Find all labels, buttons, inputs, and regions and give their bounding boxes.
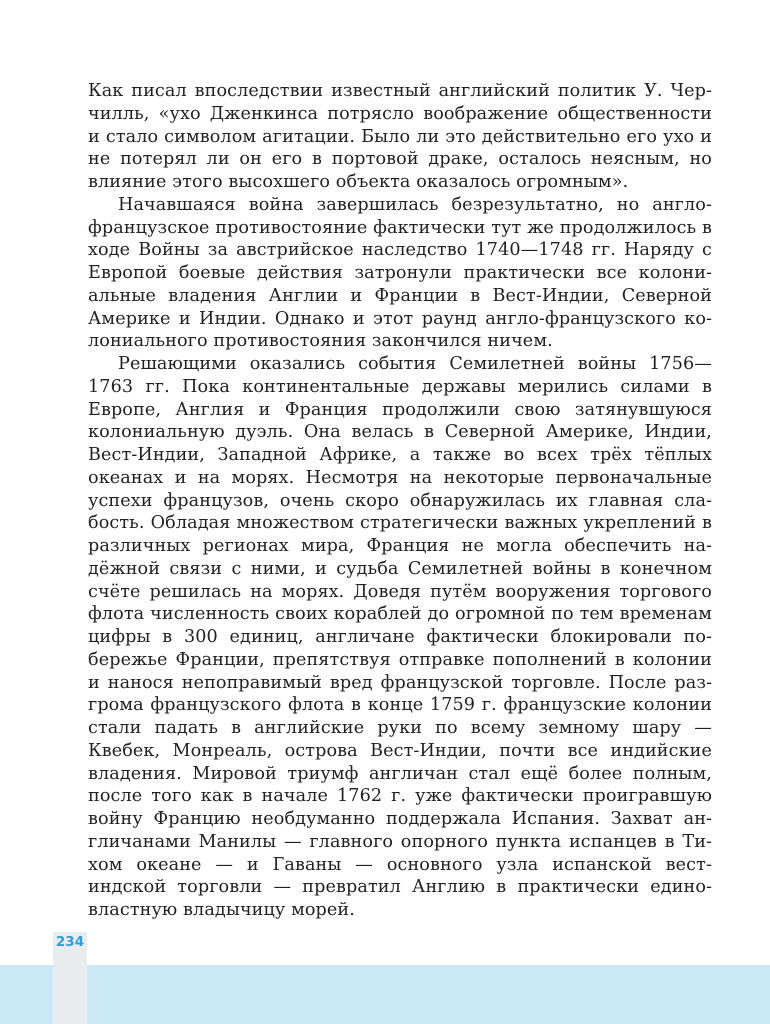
page-number: 234	[55, 934, 85, 950]
paragraph-churchill-quote: Как писал впоследствии известный английский политик У. Черчилль, «ухо Дженкинса потрясло воображение общественности и стало символом агитации. Было ли это действительно его ухо и не потерял ли он его в портовой драке, осталось неясным, но влияние этого высохшего объекта оказалось огромным».	[88, 81, 712, 192]
paragraph-seven-years-war: Решающими оказались события Семилетней войны 1756—1763 гг. Пока континентальные державы мерились силами в Европе, Англия и Франция продолжили свою затянувшуюся колониальную дуэль. Она велась в Северной Америке, Индии, Вест-Индии, Западной Африке, а также во всех трёх тёплых океанах и на морях. Несмотря на некоторые первоначальные успехи французов, очень скоро обнаружилась их главная слабость. Обладая множеством стратегически важных укреплений в различных регионах мира, Франция не могла обеспечить надёжной связи с ними, и судьба Семилетней войны в конечном счёте решилась на морях. Доведя путём вооружения торгового флота численность своих кораблей до огромной по тем временам цифры в 300 единиц, англичане фактически блокировали побережье Франции, препятствуя отправке пополнений в колонии и нанося непоправимый вред французской торговле. После разгрома французского флота в конце 1759 г. французские колонии стали падать в английские руки по всему земному шару — Квебек, Монреаль, острова Вест-Индии, почти все индийские владения. Мировой триумф англичан стал ещё более полным, после того как в начале 1762 г. уже фактически проигравшую войну Францию необдуманно поддержала Испания. Захват англичанами Манилы — главного опорного пункта испанцев в Тихом океане — и Гаваны — основного узла испанской вест-индской торговли — превратил Англию в практически единовластную владычицу морей.	[88, 354, 712, 920]
body-text	[88, 80, 712, 922]
paragraph-austrian-succession: Начавшаяся война завершилась безрезультатно, но англо-французское противостояние фактически тут же продолжилось в ходе Войны за австрийское наследство 1740—1748 гг. Наряду с Европой боевые действия затронули практически все колониальные владения Англии и Франции в Вест-Индии, Северной Америке и Индии. Однако и этот раунд англо-французского колониального противостояния закончился ничем.	[88, 194, 712, 352]
footer-band	[0, 965, 770, 1024]
